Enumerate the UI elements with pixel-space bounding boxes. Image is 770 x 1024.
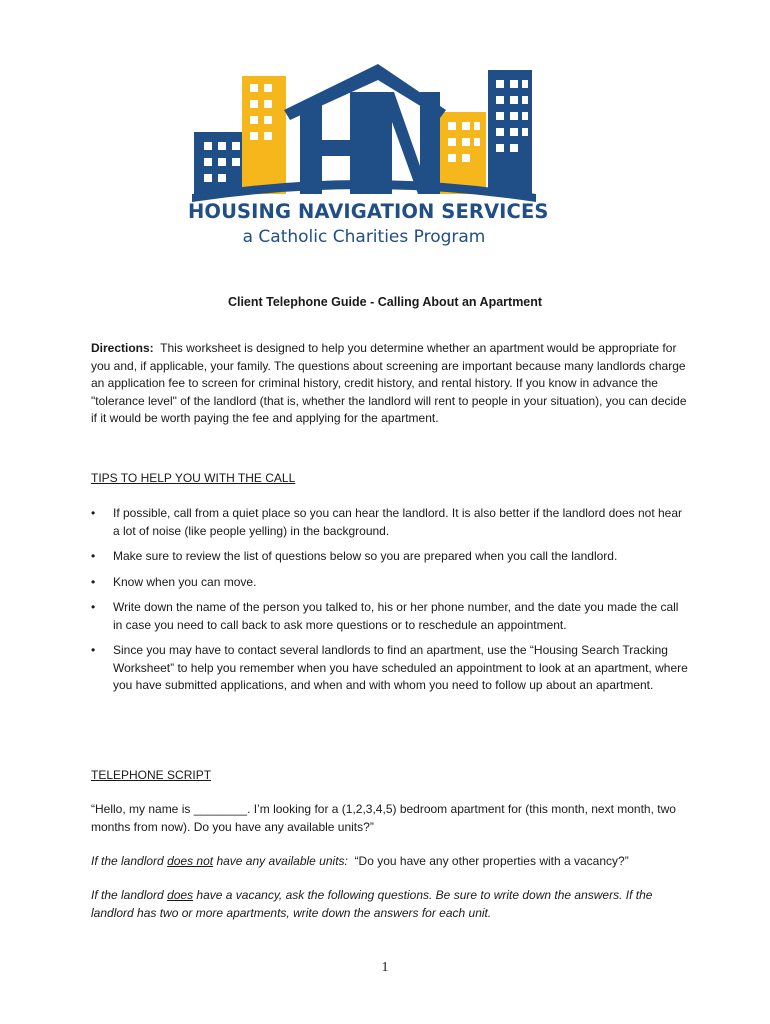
tip-text: If possible, call from a quiet place so you can hear the landlord. It is also better if the landlord does not hear a lot of noise (like people yelling) in the background. <box>113 506 682 538</box>
tip-text: Make sure to review the list of questions below so you are prepared when you call the landlord. <box>113 549 618 563</box>
right-gold-building-icon <box>440 112 486 194</box>
housing-navigation-logo <box>188 62 549 252</box>
bullet-icon: • <box>91 506 96 520</box>
page-number: 1 <box>381 960 389 975</box>
bullet-icon: • <box>91 600 96 614</box>
document-title: Client Telephone Guide - Calling About an Apartment <box>227 295 543 309</box>
no-units-quote: “Do you have any other properties with a vacancy?” <box>354 854 629 868</box>
logo-subtitle: a Catholic Charities Program <box>242 227 486 247</box>
vacancy-suffix: have a vacancy, ask the following questions. Be sure to write down the answers. If the landlord has two or more apartments, write down the answers for each unit. <box>91 888 653 920</box>
directions-text: This worksheet is designed to help you determine whether an apartment would be appropriate for you and, if applicable, your family. The questions about screening are important because many landlords charge an application fee to screen for criminal history, credit history, and rental history. If you know in advance the "tolerance level" of the landlord (that is, whether the landlord will rent to people in your situation), you can decide if it would be worth paying the fee and applying for the apartment. <box>91 341 687 425</box>
tips-list <box>91 505 691 703</box>
no-units-suffix: have any available units: <box>213 854 348 868</box>
script-greeting: “Hello, my name is ________. I’m looking for a (1,2,3,4,5) bedroom apartment for (this month, next month, two months from now). Do you have any available units?” <box>91 802 676 834</box>
left-gold-building-icon <box>242 76 286 194</box>
tip-text: Write down the name of the person you talked to, his or her phone number, and the date you made the call in case you need to call back to ask more questions or to reschedule an appointment. <box>113 600 679 632</box>
list-item <box>91 548 691 566</box>
no-units-emphasis: does not <box>167 854 214 868</box>
vacancy-prefix: If the landlord <box>91 888 168 902</box>
list-item <box>91 642 691 695</box>
no-units-prefix: If the landlord <box>91 854 168 868</box>
list-item <box>91 574 691 592</box>
vacancy-instruction <box>91 887 691 922</box>
bullet-icon: • <box>91 549 96 563</box>
left-navy-building-icon <box>194 132 248 194</box>
logo-title: HOUSING NAVIGATION SERVICES <box>188 200 549 223</box>
right-navy-building-icon <box>488 70 532 194</box>
list-item <box>91 505 691 540</box>
vacancy-emphasis: does <box>167 888 194 902</box>
directions-label: Directions: <box>91 341 154 355</box>
telephone-script-heading: TELEPHONE SCRIPT <box>91 768 212 782</box>
tip-text: Know when you can move. <box>113 574 257 589</box>
hn-house-monogram-icon <box>284 64 446 194</box>
directions-paragraph <box>91 340 691 428</box>
list-item <box>91 599 691 634</box>
tips-heading: TIPS TO HELP YOU WITH THE CALL <box>91 471 296 485</box>
bullet-icon: • <box>91 574 96 589</box>
no-units-instruction <box>91 853 691 871</box>
tip-text: Since you may have to contact several landlords to find an apartment, use the “Housing Search Tracking Worksheet” to help you remember when you have scheduled an appointment to look at an apartment, where you have submitted applications, and when and with whom you need to follow up about an apartment. <box>113 643 688 692</box>
bullet-icon: • <box>91 643 96 657</box>
